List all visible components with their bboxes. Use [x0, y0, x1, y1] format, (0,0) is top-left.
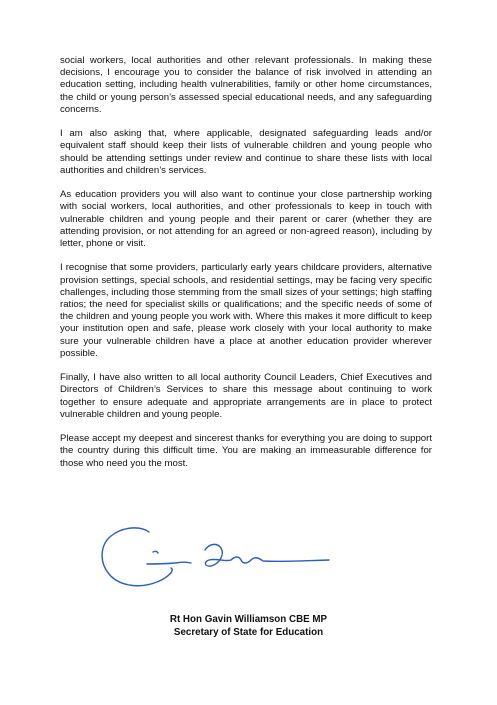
signatory-name: Rt Hon Gavin Williamson CBE MP	[169, 614, 328, 625]
signatory-title: Secretary of State for Education	[173, 626, 324, 638]
paragraph-risk-balance: social workers, local authorities and other relevant professionals. In making these decisions, I encourage you to consider the balance of risk involved in attending an education setting, including health vulnerabilities, family or other home circumstances, the child or young person’s assessed special educational needs, and any safeguarding concerns.	[60, 55, 432, 115]
signature-w-stroke	[205, 544, 231, 566]
paragraph-council-leaders: Finally, I have also written to all local authority Council Leaders, Chief Executives and Directors of Children’s Services to share this message about continuing to work together to ensure adequate and appropriate arrangements are in place to protect vulnerable children and young people.	[60, 372, 432, 420]
paragraph-thanks: Please accept my deepest and sincerest thanks for everything you are doing to support the country during this difficult time. You are making an immeasurable difference for those who need you the most.	[60, 433, 432, 469]
signature-tick-stroke	[153, 551, 158, 553]
letter-body	[60, 55, 432, 482]
signature-dash-stroke	[147, 562, 191, 564]
signature-c-stroke	[102, 528, 172, 586]
signature-strokes	[102, 528, 329, 586]
handwritten-signature	[97, 522, 337, 592]
paragraph-safeguarding-lists: I am also asking that, where applicable, designated safeguarding leads and/or equivalent staff should keep their lists of vulnerable children and young people who should be attending settings under review and continue to share these lists with local authorities and children’s services.	[60, 128, 432, 176]
paragraph-provider-challenges: I recognise that some providers, particularly early years childcare providers, alternative provision settings, special schools, and residential settings, may be facing very specific challenges, including those stemming from the small sizes of your settings; high staffing ratios; the need for specialist skills or qualifications; and the specific needs of some of the children and young people you work with. Where this makes it more difficult to keep your institution open and safe, please work closely with your local authority to make sure your vulnerable children have a place at another education provider wherever possible.	[60, 262, 432, 359]
signatory-block	[0, 614, 497, 639]
signature-trail-stroke	[231, 557, 329, 563]
paragraph-partnership-working: As education providers you will also want to continue your close partnership working with social workers, local authorities, and other professionals to keep in touch with vulnerable children and young people and their parent or carer (whether they are attending provision, or not attending for an agreed or non-agreed reason), including by letter, phone or visit.	[60, 189, 432, 250]
